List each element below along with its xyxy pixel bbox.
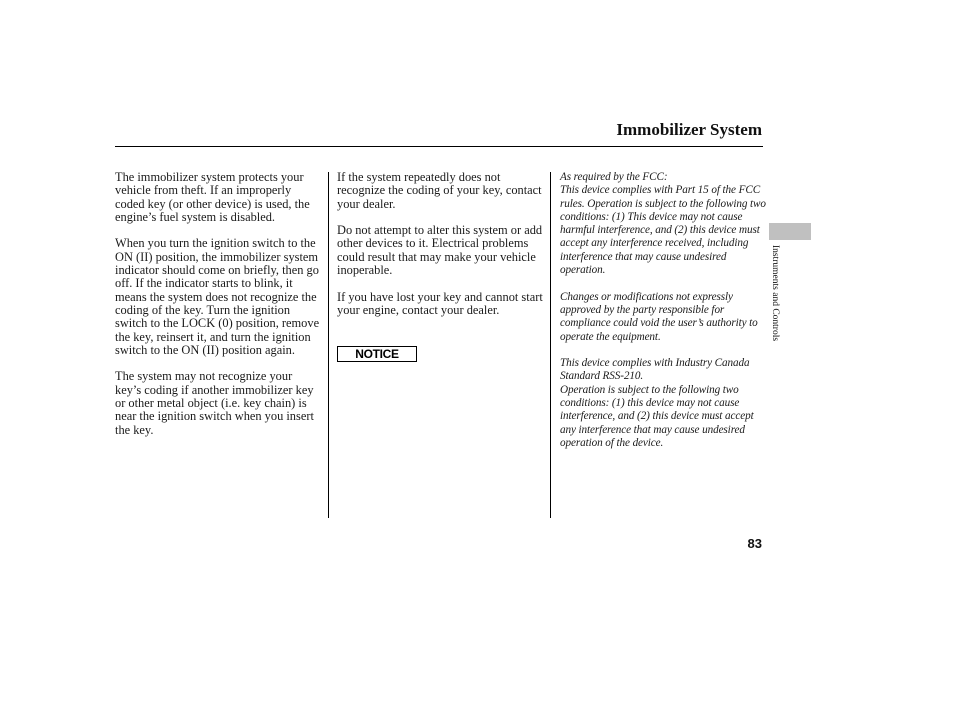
column-divider-left — [328, 172, 329, 518]
page-number: 83 — [747, 536, 762, 551]
page-title: Immobilizer System — [616, 120, 762, 139]
paragraph-immobilizer-intro: The immobilizer system protects your vehicle from theft. If an improperly coded key (or other device) is used, the engine’s fuel system is disabled. — [115, 170, 310, 224]
paragraph-ignition-indicator: When you turn the ignition switch to the ON (II) position, the immobilizer system indicator should come on briefly, then go off. If the indicator starts to blink, it means the system does not recognize the coding of the key. Turn the ignition switch to the LOCK (0) position, remove the key, reinsert it, and turn the ignition switch to the ON (II) position again. — [115, 236, 320, 357]
paragraph-contact-dealer: If the system repeatedly does not recognize the coding of your key, contact your dealer. — [337, 170, 542, 211]
paragraph-fcc-modifications: Changes or modifications not expressly approved by the party responsible for compliance could void the user’s authority to operate the equipment. — [560, 290, 758, 343]
column-3 — [560, 171, 766, 450]
fcc-heading: As required by the FCC: — [560, 171, 668, 183]
paragraph-fcc-part15: This device complies with Part 15 of the FCC rules. Operation is subject to the following two conditions: (1) This device may not cause harmful interference, and (2) this device must accept any interference received, including interference that may cause undesired operation. — [560, 184, 766, 277]
notice-box: NOTICE — [337, 346, 417, 362]
paragraph-do-not-alter: Do not attempt to alter this system or add other devices to it. Electrical problems could result that may make your vehicle inoperable. — [337, 223, 543, 278]
column-1 — [115, 171, 320, 437]
paragraph-key-interference: The system may not recognize your key’s coding if another immobilizer key or other metal object (i.e. key chain) is near the ignition switch when you insert the key. — [115, 369, 314, 437]
paragraph-operation-conditions: Operation is subject to the following two conditions: (1) this device may not cause interference, and (2) this device must accept any interference that may cause undesired operation of the device. — [560, 383, 754, 449]
column-divider-right — [550, 172, 551, 518]
paragraph-lost-key: If you have lost your key and cannot start your engine, contact your dealer. — [337, 289, 543, 317]
column-2 — [337, 171, 547, 317]
paragraph-industry-canada: This device complies with Industry Canada Standard RSS-210. — [560, 357, 750, 383]
title-rule — [115, 146, 763, 147]
section-label: Instruments and Controls — [770, 245, 780, 342]
section-tab — [769, 223, 811, 240]
